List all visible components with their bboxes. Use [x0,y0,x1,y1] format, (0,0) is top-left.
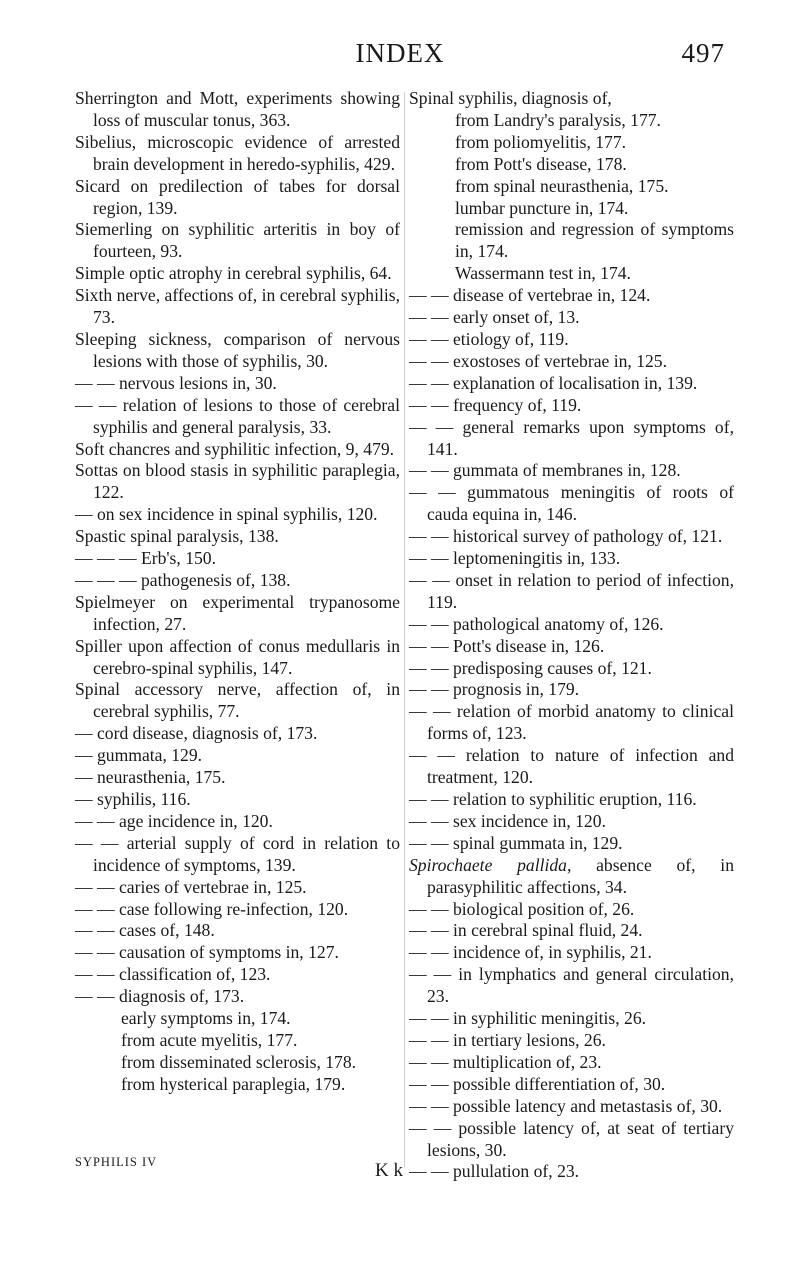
index-entry: — — possible differentiation of, 30. [409,1073,666,1094]
index-entry: — — relation to syphilitic eruption, 116. [409,789,697,809]
index-entry: — gummata, 129. [75,745,203,766]
index-entry: from spinal neurasthenia, 175. [455,175,669,196]
index-entry: — — frequency of, 119. [409,394,582,415]
index-entry: lumbar puncture in, 174. [455,197,629,218]
index-entry: — — classification of, 123. [75,964,271,985]
index-entry: from hysterical paraplegia, 179. [121,1073,346,1094]
index-entry: — — in lymphatics and general circulation, 23. [409,964,734,1007]
index-entry: — — general remarks upon symptoms of, 141. [409,416,734,459]
index-entry: Spastic spinal paralysis, 138. [75,526,279,547]
index-entry: — — sex incidence in, 120. [409,810,606,831]
index-entry: — — case following re-infection, 120. [75,898,349,919]
index-entry: — — predisposing causes of, 121. [409,657,652,678]
index-entry: Spielmeyer on experimental trypanosome infection, 27. [75,591,400,634]
index-entry: — — biological position of, 26. [409,898,635,919]
index-entry: — — etiology of, 119. [409,328,569,349]
index-entry: — — age incidence in, 120. [75,810,273,831]
gathering-mark: K k [375,1160,403,1181]
index-entry: — — exostoses of vertebrae in, 125. [409,350,667,371]
index-entry: — — nervous lesions in, 30. [75,372,277,393]
index-entry: — — arterial supply of cord in relation to incidence of symptoms, 139. [75,832,400,875]
index-entry: — cord disease, diagnosis of, 173. [75,723,318,744]
index-entry: — — relation to nature of infection and treatment, 120. [409,745,734,788]
index-entry: Sherrington and Mott, experiments showing loss of muscular tonus, 363. [75,88,400,130]
index-entry: early symptoms in, 174. [121,1008,291,1029]
index-entry: Soft chancres and syphilitic infection, 9, 479. [75,438,395,459]
index-entry: remission and regression of symptoms in, 174. [455,219,734,262]
index-entry: — — pathological anatomy of, 126. [409,613,664,634]
index-entry: — — historical survey of pathology of, 121. [409,526,723,547]
index-entry: — neurasthenia, 175. [75,767,226,788]
index-entry: — on sex incidence in spinal syphilis, 120. [75,504,378,525]
index-entry: — — Pott's disease in, 126. [409,635,605,656]
index-entry: — — early onset of, 13. [409,307,580,328]
index-entry: Spirochaete pallida, absence of, in parasyphilitic affections, 34. [409,854,734,897]
index-entry: Simple optic atrophy in cerebral syphilis, 64. [75,263,392,284]
index-entry: Sottas on blood stasis in syphilitic paraplegia, 122. [75,460,400,503]
index-entry: — — — pathogenesis of, 138. [75,569,291,590]
index-entry: Spinal syphilis, diagnosis of, [409,88,612,108]
index-entry: — — caries of vertebrae in, 125. [75,876,307,897]
index-entry: — — disease of vertebrae in, 124. [409,285,651,306]
index-entry: — — — Erb's, 150. [75,548,216,569]
index-entry: — — possible latency of, at seat of tertiary lesions, 30. [409,1117,734,1160]
index-entry: — syphilis, 116. [75,789,191,809]
index-entry: — — diagnosis of, 173. [75,986,245,1007]
index-entry: — — leptomeningitis in, 133. [409,548,621,569]
page-number: 497 [681,38,725,68]
index-entry: from Pott's disease, 178. [455,153,627,174]
index-column-left [75,88,400,1096]
index-entry: — — in tertiary lesions, 26. [409,1029,606,1050]
signature-mark: SYPHILIS IV [75,1155,158,1169]
index-entry: — — in syphilitic meningitis, 26. [409,1008,647,1029]
column-divider [404,92,405,1167]
index-entry: Spinal accessory nerve, affection of, in cerebral syphilis, 77. [75,679,400,722]
index-entry: — — in cerebral spinal fluid, 24. [409,920,643,941]
index-entry: — — cases of, 148. [75,920,215,941]
index-entry: Sixth nerve, affections of, in cerebral syphilis, 73. [75,285,400,328]
index-entry: — — spinal gummata in, 129. [409,832,623,853]
index-entry: — — pullulation of, 23. [409,1161,580,1182]
index-entry: — — prognosis in, 179. [409,679,580,700]
index-entry: — — gummatous meningitis of roots of cauda equina in, 146. [409,482,734,525]
index-entry: from Landry's paralysis, 177. [455,109,661,130]
italic-term: Spirochaete pallida [409,854,567,875]
page-title: INDEX [355,38,445,68]
running-head [0,38,800,74]
index-entry: — — gummata of membranes in, 128. [409,460,681,481]
index-entry: Siemerling on syphilitic arteritis in boy of fourteen, 93. [75,219,400,262]
index-entry: Spiller upon affection of conus medullaris in cerebro-spinal syphilis, 147. [75,635,400,678]
index-entry: Sibelius, microscopic evidence of arrested brain development in heredo-syphilis, 429. [75,131,400,174]
index-entry: Wassermann test in, 174. [455,263,631,284]
index-entry: from poliomyelitis, 177. [455,131,627,152]
index-entry: Sicard on predilection of tabes for dorsal region, 139. [75,175,400,218]
index-entry: — — incidence of, in syphilis, 21. [409,942,652,963]
index-entry: — — multiplication of, 23. [409,1051,602,1072]
index-entry: from acute myelitis, 177. [121,1029,298,1050]
index-entry: — — relation of lesions to those of cerebral syphilis and general paralysis, 33. [75,394,400,437]
index-entry: — — explanation of localisation in, 139. [409,372,698,393]
index-entry: from disseminated sclerosis, 178. [121,1051,357,1072]
index-entry: — — possible latency and metastasis of, 30. [409,1095,723,1116]
index-entry: — — relation of morbid anatomy to clinical forms of, 123. [409,701,734,744]
index-entry: — — onset in relation to period of infection, 119. [409,569,734,612]
index-entry: Sleeping sickness, comparison of nervous lesions with those of syphilis, 30. [75,328,400,371]
index-entry: — — causation of symptoms in, 127. [75,942,339,963]
index-column-right [409,88,734,1183]
